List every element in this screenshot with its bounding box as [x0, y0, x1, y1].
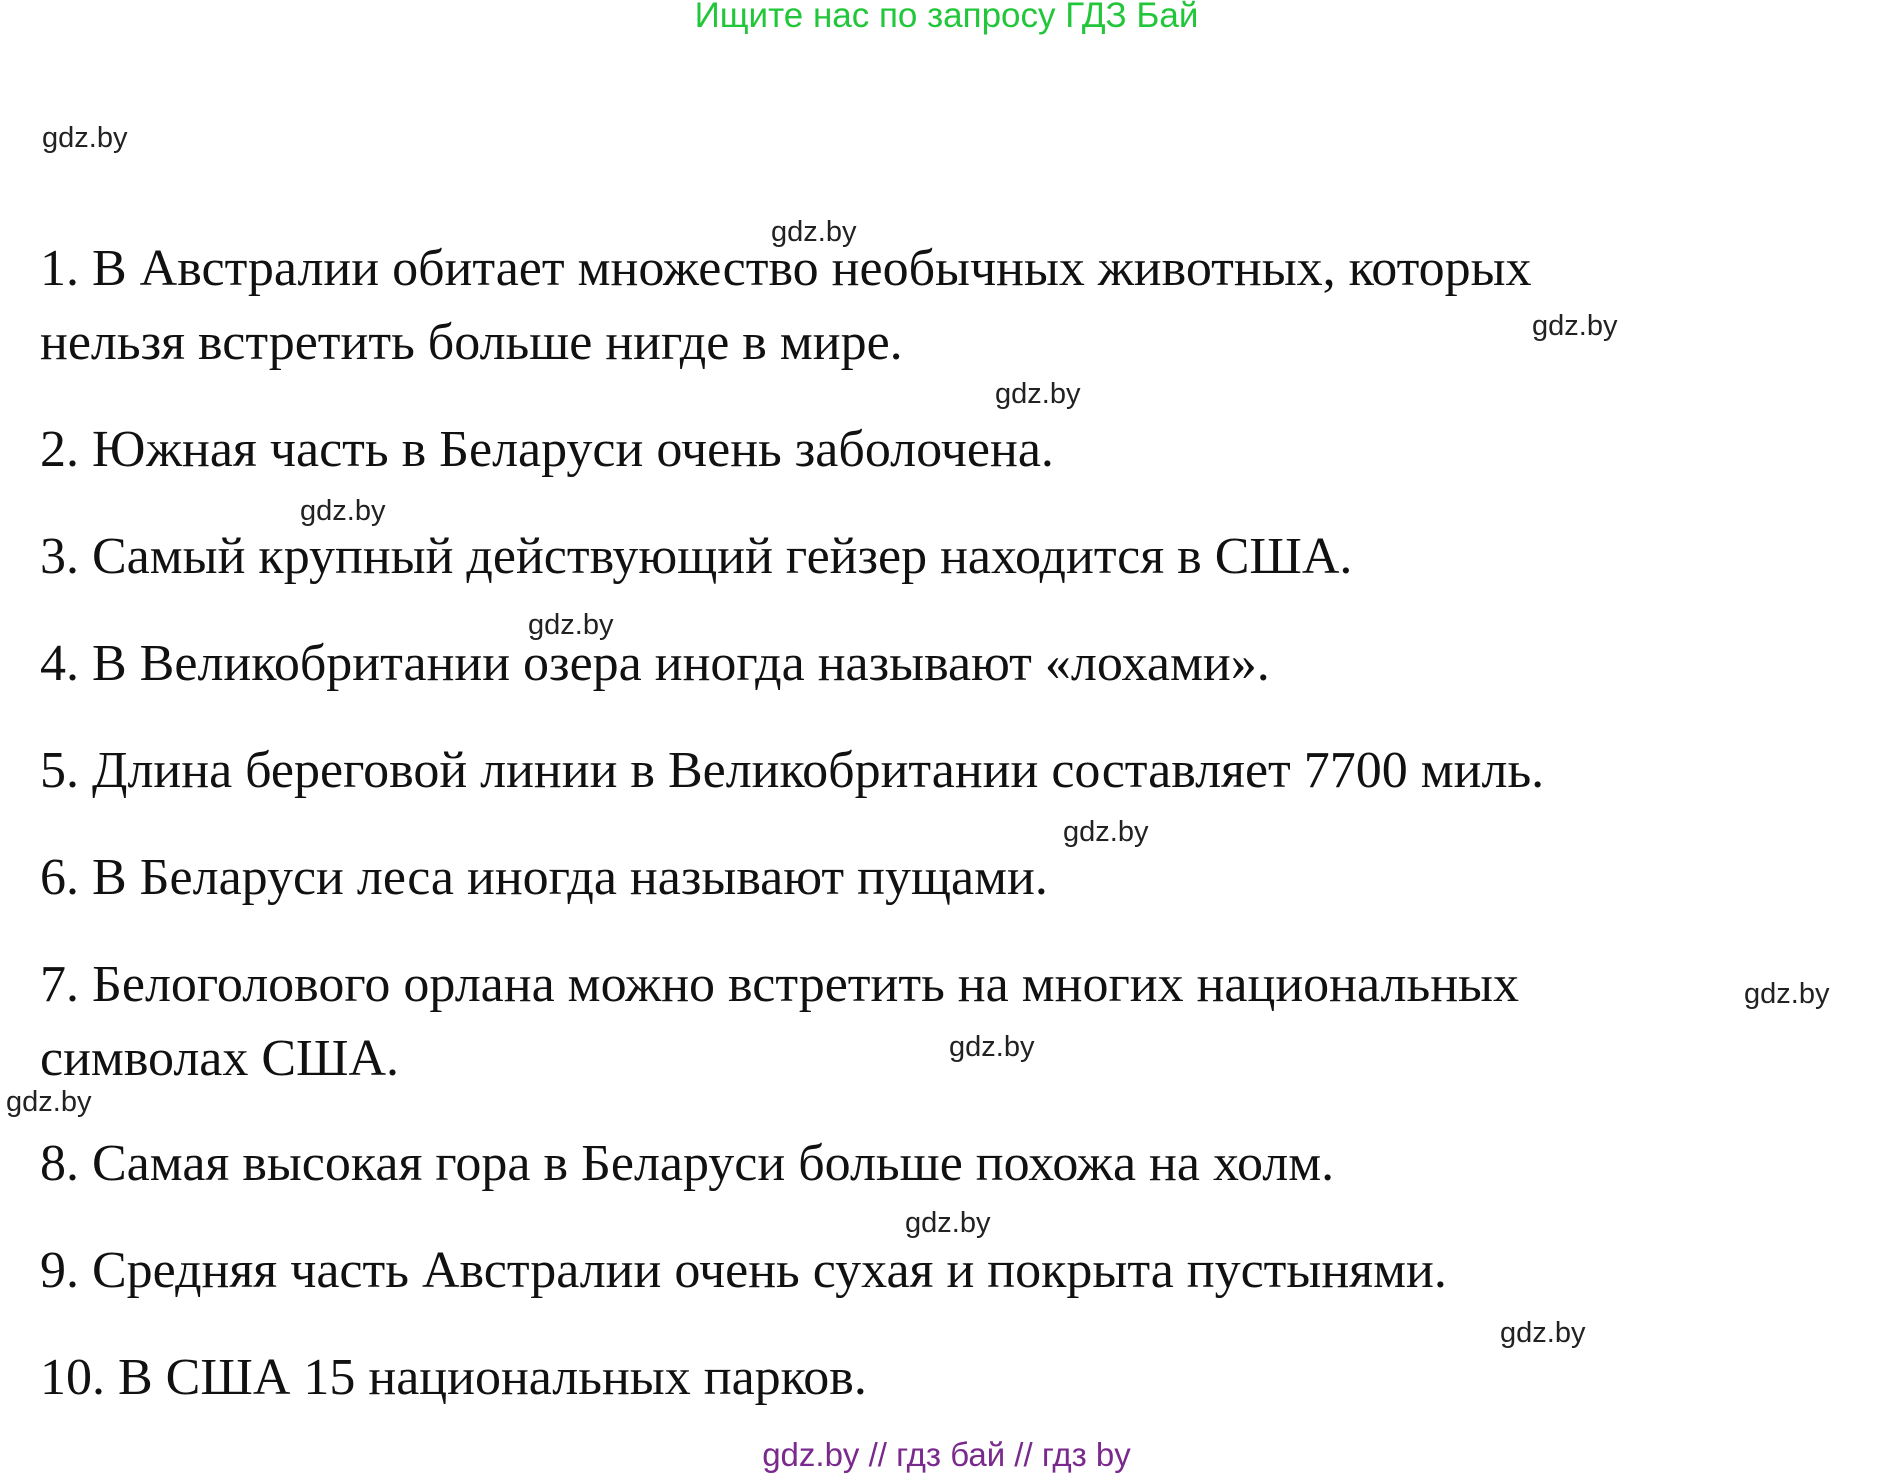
- watermark: gdz.by: [1744, 978, 1830, 1010]
- answer-7-line-2: символах США.: [40, 1030, 400, 1087]
- answer-7-line-1: 7. Белоголового орлана можно встретить на многих национальных: [40, 956, 1519, 1013]
- watermark: gdz.by: [949, 1031, 1035, 1063]
- watermark: gdz.by: [528, 609, 614, 641]
- watermark: gdz.by: [771, 216, 857, 248]
- answer-5: 5. Длина береговой линии в Великобритании составляет 7700 миль.: [40, 742, 1545, 799]
- answer-1-line-2: нельзя встретить больше нигде в мире.: [40, 314, 903, 371]
- answer-4: 4. В Великобритании озера иногда называют «лохами».: [40, 635, 1270, 692]
- watermark: gdz.by: [1063, 816, 1149, 848]
- watermark: gdz.by: [1500, 1317, 1586, 1349]
- answer-6: 6. В Беларуси леса иногда называют пущами.: [40, 849, 1048, 906]
- search-banner: Ищите нас по запросу ГДЗ Бай: [694, 0, 1199, 35]
- watermark: gdz.by: [6, 1086, 92, 1118]
- answer-8: 8. Самая высокая гора в Беларуси больше похожа на холм.: [40, 1135, 1335, 1192]
- watermark: gdz.by: [300, 495, 386, 527]
- answer-10: 10. В США 15 национальных парков.: [40, 1349, 867, 1406]
- answer-3: 3. Самый крупный действующий гейзер находится в США.: [40, 528, 1353, 585]
- answer-9: 9. Средняя часть Австралии очень сухая и покрыта пустынями.: [40, 1242, 1447, 1299]
- watermark: gdz.by: [905, 1207, 991, 1239]
- watermark: gdz.by: [995, 378, 1081, 410]
- footer-links: gdz.by // гдз бай // гдз by: [762, 1436, 1131, 1473]
- watermark: gdz.by: [42, 122, 128, 154]
- answer-2: 2. Южная часть в Беларуси очень заболочена.: [40, 421, 1054, 478]
- answer-1-line-1: 1. В Австралии обитает множество необычных животных, которых: [40, 240, 1532, 297]
- watermark: gdz.by: [1532, 310, 1618, 342]
